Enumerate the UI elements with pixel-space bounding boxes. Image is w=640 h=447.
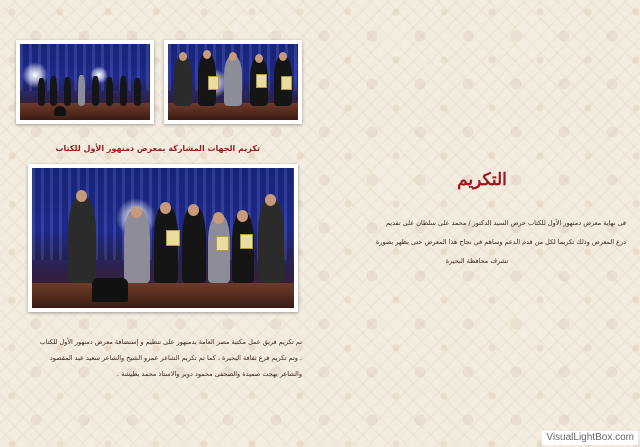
- photo-award-ceremony-image: [32, 168, 294, 308]
- intro-line-2: درع المعرض وذلك تكريما لكل من قدم الدعم وساهم فى نجاح هذا المعرض حتى يظهر بصورة: [375, 238, 626, 246]
- section-heading: التكريم: [457, 170, 507, 190]
- honorees-line-1: تم تكريم فريق عمل مكتبة مصر العامة بدمنهور على تنظيم و إستضافة معرض دمنهور الأول للكتاب: [39, 338, 302, 346]
- photo-certificates-group-image: [168, 44, 298, 120]
- honorees-line-2: ، وتم تكريم فرع ثقافة البحيرة ، كما تم تكريم الشاعر عمرو الشيخ والشاعر سعيد عبد المقصود: [49, 354, 302, 362]
- photo-stage-wide-image: [20, 44, 150, 120]
- intro-paragraph: [328, 214, 626, 271]
- photo-stage-wide[interactable]: [16, 40, 154, 124]
- intro-line-1: فى نهاية معرض دمنهور الأول للكتاب حرص السيد الدكتور / محمد على سلطان على تقديم: [385, 219, 626, 227]
- honorees-paragraph: [20, 334, 302, 382]
- honorees-line-3: والشاعر بهجت صميدة والصحفى محمود دوير والاستاذ محمد بطيشة .: [116, 370, 302, 378]
- photo-caption: تكريم الجهات المشاركة بمعرض دمنهور الأول للكتاب: [55, 144, 260, 153]
- intro-line-3: تشرف محافظة البحيرة: [445, 257, 509, 265]
- watermark: VisualLightBox.com: [542, 431, 638, 445]
- photo-award-ceremony[interactable]: [28, 164, 298, 312]
- photo-certificates-group[interactable]: [164, 40, 302, 124]
